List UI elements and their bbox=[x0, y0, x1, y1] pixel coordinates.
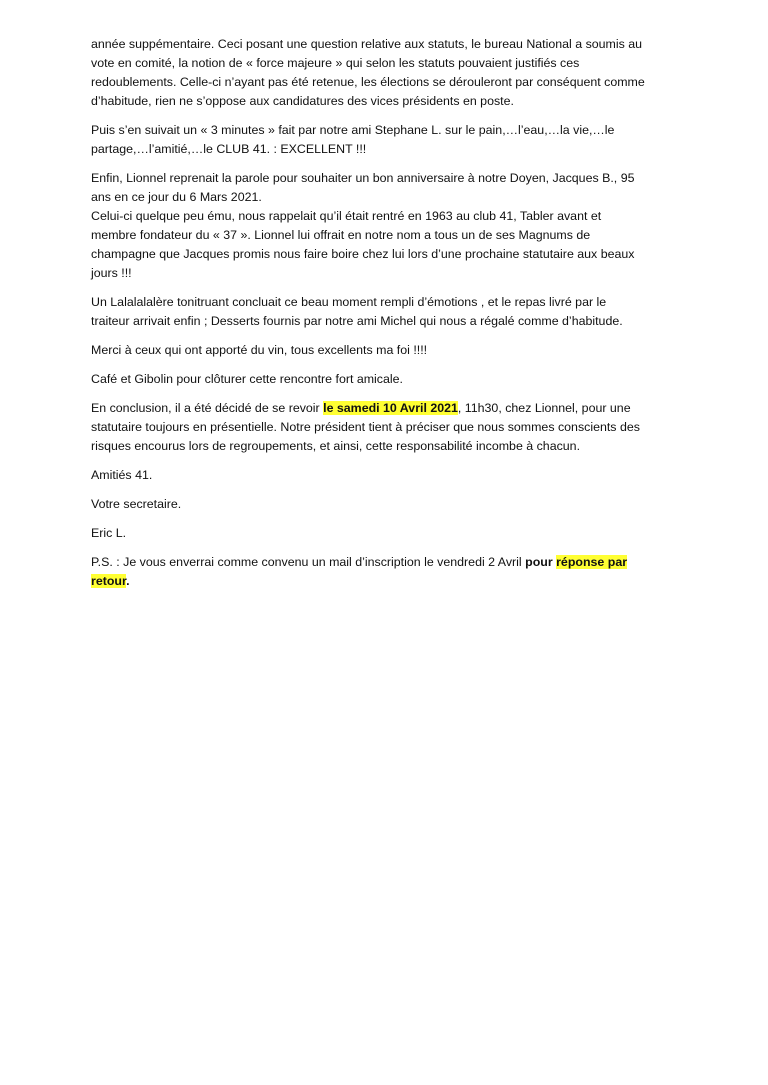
greeting: Amitiés 41. bbox=[91, 468, 153, 482]
text-line: Un Lalalalalère tonitruant concluait ce beau moment rempli d’émotions , et le repas livré par le bbox=[91, 295, 607, 309]
highlighted-date: le samedi 10 Avril 2021 bbox=[323, 401, 458, 415]
text-line: redoublements. Celle-ci n’ayant pas été retenue, les élections se dérouleront par conséquent comme bbox=[91, 75, 645, 89]
paragraph-vin bbox=[91, 341, 691, 360]
paragraph-statuts bbox=[91, 35, 691, 111]
text-line: ans en ce jour du 6 Mars 2021. bbox=[91, 190, 262, 204]
text-line: membre fondateur du « 37 ». Lionnel lui offrait en notre nom a tous un de ses Magnums de bbox=[91, 228, 591, 242]
paragraph-repas bbox=[91, 293, 691, 331]
text-line: Celui-ci quelque peu ému, nous rappelait qu’il était rentré en 1963 au club 41, Tabler avant et bbox=[91, 209, 602, 223]
signature-role: Votre secretaire. bbox=[91, 497, 182, 511]
paragraph-conclusion bbox=[91, 399, 691, 456]
postscript bbox=[91, 553, 691, 591]
text-line: risques encourus lors de regroupements, et ainsi, cette responsabilité incombe à chacun. bbox=[91, 439, 581, 453]
paragraph-cafe bbox=[91, 370, 691, 389]
text-line: jours !!! bbox=[91, 266, 132, 280]
paragraph-anniversaire bbox=[91, 169, 691, 283]
text-line: d’habitude, rien ne s’oppose aux candidatures des vices présidents en poste. bbox=[91, 94, 514, 108]
conclusion-text: En conclusion, il a été décidé de se revoir bbox=[91, 401, 324, 415]
text-line: statutaire toujours en présentielle. Notre président tient à préciser que nous sommes conscients des bbox=[91, 420, 640, 434]
ps-text: P.S. : Je vous enverrai comme convenu un mail d’inscription le vendredi 2 Avril bbox=[91, 555, 526, 569]
ps-bold: pour bbox=[525, 555, 557, 569]
document-page bbox=[91, 35, 691, 601]
text-line: Puis s’en suivait un « 3 minutes » fait par notre ami Stephane L. sur le pain,…l’eau,…la vie,…le bbox=[91, 123, 615, 137]
signature-name: Eric L. bbox=[91, 526, 127, 540]
text-line: année suppémentaire. Ceci posant une question relative aux statuts, le bureau National a soumis au bbox=[91, 37, 643, 51]
text-line: partage,…l’amitié,…le CLUB 41. : EXCELLENT !!! bbox=[91, 142, 367, 156]
conclusion-text: , 11h30, chez Lionnel, pour une bbox=[457, 401, 631, 415]
ps-end: . bbox=[126, 574, 130, 588]
text-line: traiteur arrivait enfin ; Desserts fournis par notre ami Michel qui nous a régalé comme d’habitude. bbox=[91, 314, 623, 328]
ps-highlight: réponse par bbox=[556, 555, 628, 569]
text-line: Merci à ceux qui ont apporté du vin, tous excellents ma foi !!!! bbox=[91, 343, 428, 357]
text-line: vote en comité, la notion de « force majeure » qui selon les statuts pouvaient justifiés ces bbox=[91, 56, 580, 70]
ps-highlight: retour bbox=[91, 574, 127, 588]
paragraph-3-minutes bbox=[91, 121, 691, 159]
text-line: champagne que Jacques promis nous faire boire chez lui lors d’une prochaine statutaire aux beaux bbox=[91, 247, 635, 261]
text-line: Café et Gibolin pour clôturer cette rencontre fort amicale. bbox=[91, 372, 403, 386]
text-line: Enfin, Lionnel reprenait la parole pour souhaiter un bon anniversaire à notre Doyen, Jacques B., 95 bbox=[91, 171, 635, 185]
